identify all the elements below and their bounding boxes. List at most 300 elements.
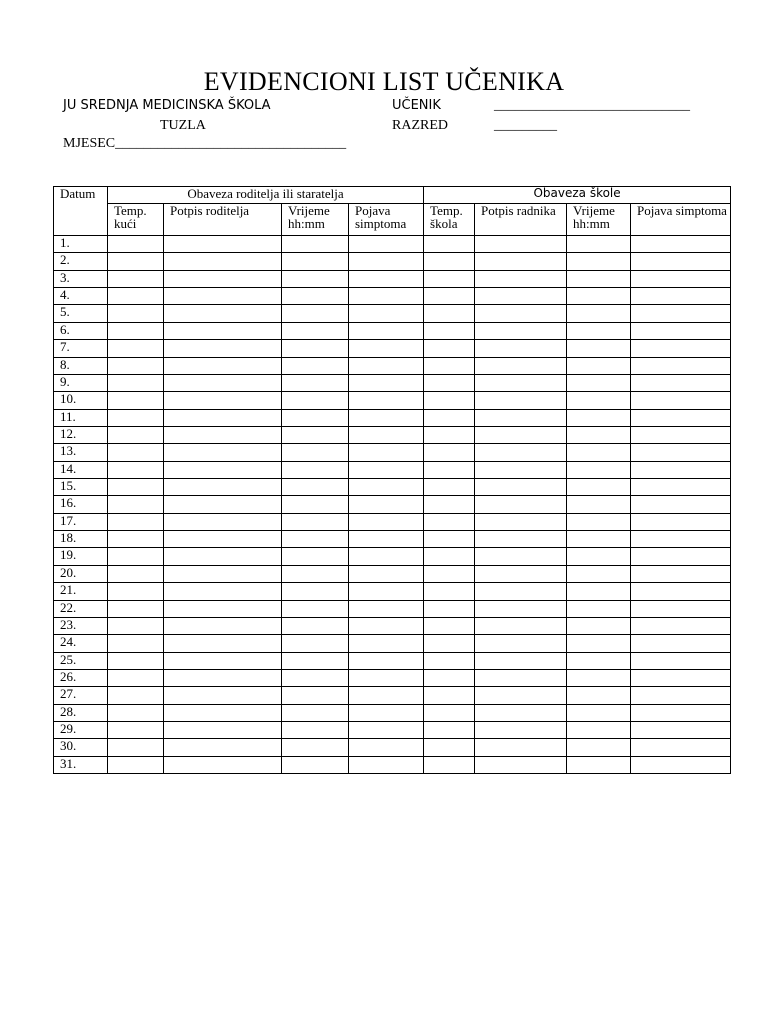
school-signature-cell[interactable] [475, 409, 567, 426]
parent-signature-cell[interactable] [164, 513, 282, 530]
school-time-cell[interactable] [567, 687, 631, 704]
day-number: 28. [54, 704, 108, 721]
day-number: 21. [54, 583, 108, 600]
school-signature-cell[interactable] [475, 722, 567, 739]
school-symptoms-cell[interactable] [631, 652, 731, 669]
school-signature-cell[interactable] [475, 513, 567, 530]
school-temp-cell[interactable] [424, 253, 475, 270]
parent-temp-cell[interactable] [108, 652, 164, 669]
school-symptoms-cell[interactable] [631, 322, 731, 339]
school-signature-cell[interactable] [475, 565, 567, 582]
parent-signature-cell[interactable] [164, 236, 282, 253]
parent-time-cell[interactable] [282, 392, 349, 409]
school-symptoms-header: Pojava simptoma [631, 204, 731, 236]
parent-time-cell[interactable] [282, 270, 349, 287]
school-signature-cell[interactable] [475, 548, 567, 565]
parent-signature-cell[interactable] [164, 340, 282, 357]
parent-signature-cell[interactable] [164, 687, 282, 704]
parent-symptoms-cell[interactable] [349, 583, 424, 600]
parent-symptoms-cell[interactable] [349, 340, 424, 357]
school-temp-cell[interactable] [424, 496, 475, 513]
school-time-cell[interactable] [567, 583, 631, 600]
parent-time-cell[interactable] [282, 374, 349, 391]
school-symptoms-cell[interactable] [631, 531, 731, 548]
school-symptoms-cell[interactable] [631, 374, 731, 391]
school-symptoms-cell[interactable] [631, 756, 731, 773]
parent-symptoms-cell[interactable] [349, 392, 424, 409]
parent-symptoms-cell[interactable] [349, 461, 424, 478]
school-symptoms-cell[interactable] [631, 496, 731, 513]
parent-temp-cell[interactable] [108, 426, 164, 443]
day-number: 26. [54, 669, 108, 686]
school-signature-cell[interactable] [475, 322, 567, 339]
parent-time-cell[interactable] [282, 357, 349, 374]
parent-symptoms-cell[interactable] [349, 739, 424, 756]
day-number: 31. [54, 756, 108, 773]
school-time-cell[interactable] [567, 617, 631, 634]
day-number: 12. [54, 426, 108, 443]
school-signature-cell[interactable] [475, 756, 567, 773]
parent-temp-cell[interactable] [108, 687, 164, 704]
parent-signature-cell[interactable] [164, 583, 282, 600]
parent-temp-cell[interactable] [108, 531, 164, 548]
day-number: 11. [54, 409, 108, 426]
school-temp-cell[interactable] [424, 479, 475, 496]
school-time-cell[interactable] [567, 669, 631, 686]
day-rows [54, 236, 731, 774]
parent-symptoms-cell[interactable] [349, 565, 424, 582]
parent-time-cell[interactable] [282, 253, 349, 270]
parent-signature-cell[interactable] [164, 357, 282, 374]
parent-temp-cell[interactable] [108, 617, 164, 634]
school-temp-cell[interactable] [424, 374, 475, 391]
parent-signature-cell[interactable] [164, 409, 282, 426]
parent-time-cell[interactable] [282, 548, 349, 565]
parent-signature-cell[interactable] [164, 652, 282, 669]
parent-time-cell[interactable] [282, 236, 349, 253]
school-symptoms-cell[interactable] [631, 687, 731, 704]
table-row [54, 548, 731, 565]
table-row [54, 704, 731, 721]
school-signature-cell[interactable] [475, 357, 567, 374]
parent-time-cell[interactable] [282, 722, 349, 739]
school-signature-header: Potpis radnika [475, 204, 567, 236]
school-signature-cell[interactable] [475, 305, 567, 322]
parent-temp-cell[interactable] [108, 496, 164, 513]
school-signature-cell[interactable] [475, 253, 567, 270]
school-signature-cell[interactable] [475, 426, 567, 443]
school-time-cell[interactable] [567, 236, 631, 253]
parent-signature-cell[interactable] [164, 270, 282, 287]
parent-symptoms-header: Pojava simptoma [349, 204, 424, 236]
school-signature-cell[interactable] [475, 669, 567, 686]
parent-time-cell[interactable] [282, 739, 349, 756]
table-row [54, 756, 731, 773]
parent-time-cell[interactable] [282, 565, 349, 582]
parent-symptoms-cell[interactable] [349, 288, 424, 305]
school-time-cell[interactable] [567, 288, 631, 305]
school-signature-cell[interactable] [475, 635, 567, 652]
parent-time-cell[interactable] [282, 461, 349, 478]
table-row [54, 531, 731, 548]
school-symptoms-cell[interactable] [631, 479, 731, 496]
parent-time-cell[interactable] [282, 513, 349, 530]
parent-signature-cell[interactable] [164, 600, 282, 617]
school-time-cell[interactable] [567, 565, 631, 582]
school-temp-cell[interactable] [424, 305, 475, 322]
school-signature-cell[interactable] [475, 600, 567, 617]
school-temp-cell[interactable] [424, 236, 475, 253]
parent-temp-cell[interactable] [108, 583, 164, 600]
parent-symptoms-cell[interactable] [349, 513, 424, 530]
school-time-cell[interactable] [567, 270, 631, 287]
school-symptoms-cell[interactable] [631, 426, 731, 443]
school-time-cell[interactable] [567, 548, 631, 565]
school-symptoms-cell[interactable] [631, 409, 731, 426]
school-temp-cell[interactable] [424, 704, 475, 721]
school-signature-cell[interactable] [475, 652, 567, 669]
school-time-cell[interactable] [567, 374, 631, 391]
day-number: 27. [54, 687, 108, 704]
parent-signature-cell[interactable] [164, 531, 282, 548]
parent-temp-cell[interactable] [108, 461, 164, 478]
school-signature-cell[interactable] [475, 374, 567, 391]
school-symptoms-cell[interactable] [631, 236, 731, 253]
school-temp-cell[interactable] [424, 548, 475, 565]
parent-symptoms-cell[interactable] [349, 617, 424, 634]
parent-time-cell[interactable] [282, 340, 349, 357]
parent-temp-cell[interactable] [108, 444, 164, 461]
parent-time-cell[interactable] [282, 669, 349, 686]
parent-signature-cell[interactable] [164, 288, 282, 305]
school-temp-cell[interactable] [424, 669, 475, 686]
parent-symptoms-cell[interactable] [349, 531, 424, 548]
parent-signature-cell[interactable] [164, 305, 282, 322]
school-signature-cell[interactable] [475, 340, 567, 357]
parent-symptoms-cell[interactable] [349, 444, 424, 461]
student-label: UČENIK [392, 98, 441, 113]
class-label: RAZRED [392, 118, 448, 133]
school-temp-cell[interactable] [424, 426, 475, 443]
parent-time-cell[interactable] [282, 444, 349, 461]
parent-signature-cell[interactable] [164, 479, 282, 496]
school-signature-cell[interactable] [475, 531, 567, 548]
school-time-cell[interactable] [567, 392, 631, 409]
parent-time-cell[interactable] [282, 652, 349, 669]
parent-symptoms-cell[interactable] [349, 722, 424, 739]
table-row [54, 426, 731, 443]
school-time-cell[interactable] [567, 322, 631, 339]
school-symptoms-cell[interactable] [631, 444, 731, 461]
day-number: 16. [54, 496, 108, 513]
parent-signature-cell[interactable] [164, 635, 282, 652]
parent-temp-cell[interactable] [108, 357, 164, 374]
school-signature-cell[interactable] [475, 270, 567, 287]
parent-signature-cell[interactable] [164, 461, 282, 478]
parent-symptoms-cell[interactable] [349, 479, 424, 496]
parent-symptoms-cell[interactable] [349, 305, 424, 322]
parent-time-cell[interactable] [282, 635, 349, 652]
school-temp-cell[interactable] [424, 583, 475, 600]
school-symptoms-cell[interactable] [631, 739, 731, 756]
school-signature-cell[interactable] [475, 687, 567, 704]
parent-signature-cell[interactable] [164, 617, 282, 634]
parent-symptoms-cell[interactable] [349, 270, 424, 287]
day-number: 29. [54, 722, 108, 739]
parent-signature-cell[interactable] [164, 253, 282, 270]
school-temp-cell[interactable] [424, 340, 475, 357]
school-signature-cell[interactable] [475, 496, 567, 513]
parent-symptoms-cell[interactable] [349, 253, 424, 270]
school-symptoms-cell[interactable] [631, 722, 731, 739]
parent-symptoms-cell[interactable] [349, 357, 424, 374]
parent-temp-cell[interactable] [108, 288, 164, 305]
school-symptoms-cell[interactable] [631, 253, 731, 270]
parent-time-cell[interactable] [282, 617, 349, 634]
school-temp-cell[interactable] [424, 444, 475, 461]
table-row [54, 687, 731, 704]
school-temp-cell[interactable] [424, 739, 475, 756]
parent-time-cell[interactable] [282, 288, 349, 305]
school-temp-cell[interactable] [424, 531, 475, 548]
school-time-cell[interactable] [567, 357, 631, 374]
school-temp-cell[interactable] [424, 513, 475, 530]
parent-temp-cell[interactable] [108, 374, 164, 391]
parent-time-cell[interactable] [282, 409, 349, 426]
parent-signature-cell[interactable] [164, 669, 282, 686]
school-time-cell[interactable] [567, 461, 631, 478]
parent-time-cell[interactable] [282, 600, 349, 617]
school-obligation-header: Obaveza škole [424, 187, 731, 204]
school-symptoms-cell[interactable] [631, 392, 731, 409]
parent-signature-cell[interactable] [164, 426, 282, 443]
school-signature-cell[interactable] [475, 704, 567, 721]
day-number: 24. [54, 635, 108, 652]
parent-time-cell[interactable] [282, 426, 349, 443]
day-number: 14. [54, 461, 108, 478]
day-number: 5. [54, 305, 108, 322]
school-symptoms-cell[interactable] [631, 583, 731, 600]
school-symptoms-cell[interactable] [631, 357, 731, 374]
parent-signature-cell[interactable] [164, 322, 282, 339]
school-temp-cell[interactable] [424, 687, 475, 704]
table-row [54, 479, 731, 496]
parent-signature-cell[interactable] [164, 392, 282, 409]
parent-symptoms-cell[interactable] [349, 236, 424, 253]
parent-time-cell[interactable] [282, 756, 349, 773]
parent-signature-cell[interactable] [164, 444, 282, 461]
parent-time-cell[interactable] [282, 479, 349, 496]
parent-temp-cell[interactable] [108, 253, 164, 270]
school-temp-cell[interactable] [424, 409, 475, 426]
school-time-cell[interactable] [567, 253, 631, 270]
day-number: 7. [54, 340, 108, 357]
school-time-cell[interactable] [567, 756, 631, 773]
school-symptoms-cell[interactable] [631, 600, 731, 617]
parent-temp-cell[interactable] [108, 340, 164, 357]
school-temp-cell[interactable] [424, 756, 475, 773]
day-number: 9. [54, 374, 108, 391]
school-time-cell[interactable] [567, 305, 631, 322]
school-symptoms-cell[interactable] [631, 669, 731, 686]
parent-signature-cell[interactable] [164, 374, 282, 391]
parent-symptoms-cell[interactable] [349, 409, 424, 426]
school-temp-cell[interactable] [424, 322, 475, 339]
school-time-cell[interactable] [567, 652, 631, 669]
school-signature-cell[interactable] [475, 461, 567, 478]
school-temp-cell[interactable] [424, 722, 475, 739]
parent-temp-cell[interactable] [108, 635, 164, 652]
school-symptoms-cell[interactable] [631, 288, 731, 305]
school-time-cell[interactable] [567, 479, 631, 496]
school-time-cell[interactable] [567, 722, 631, 739]
document-title: EVIDENCIONI LIST UČENIKA [203, 67, 565, 96]
school-signature-cell[interactable] [475, 739, 567, 756]
table-row [54, 374, 731, 391]
parent-temp-cell[interactable] [108, 548, 164, 565]
parent-signature-cell[interactable] [164, 739, 282, 756]
parent-symptoms-cell[interactable] [349, 704, 424, 721]
parent-signature-cell[interactable] [164, 548, 282, 565]
school-time-cell[interactable] [567, 409, 631, 426]
school-symptoms-cell[interactable] [631, 513, 731, 530]
parent-signature-cell[interactable] [164, 756, 282, 773]
school-symptoms-cell[interactable] [631, 340, 731, 357]
day-number: 2. [54, 253, 108, 270]
parent-time-cell[interactable] [282, 687, 349, 704]
school-time-cell[interactable] [567, 531, 631, 548]
school-temp-cell[interactable] [424, 392, 475, 409]
school-signature-cell[interactable] [475, 288, 567, 305]
school-signature-cell[interactable] [475, 479, 567, 496]
school-symptoms-cell[interactable] [631, 305, 731, 322]
table-row [54, 635, 731, 652]
school-signature-cell[interactable] [475, 236, 567, 253]
school-signature-cell[interactable] [475, 392, 567, 409]
parent-temp-cell[interactable] [108, 270, 164, 287]
school-symptoms-cell[interactable] [631, 704, 731, 721]
parent-time-cell[interactable] [282, 583, 349, 600]
parent-time-cell[interactable] [282, 531, 349, 548]
table-row [54, 583, 731, 600]
day-number: 18. [54, 531, 108, 548]
school-time-cell[interactable] [567, 739, 631, 756]
month-field[interactable]: MJESEC_________________________________ [63, 136, 347, 151]
school-signature-cell[interactable] [475, 583, 567, 600]
parent-symptoms-cell[interactable] [349, 687, 424, 704]
parent-temp-cell[interactable] [108, 756, 164, 773]
parent-temp-cell[interactable] [108, 739, 164, 756]
parent-temp-cell[interactable] [108, 669, 164, 686]
parent-symptoms-cell[interactable] [349, 496, 424, 513]
class-field[interactable]: _________ [494, 118, 557, 133]
parent-symptoms-cell[interactable] [349, 669, 424, 686]
day-number: 4. [54, 288, 108, 305]
school-signature-cell[interactable] [475, 444, 567, 461]
table-row [54, 305, 731, 322]
day-number: 25. [54, 652, 108, 669]
school-symptoms-cell[interactable] [631, 617, 731, 634]
school-temp-header: Temp. škola [424, 204, 475, 236]
school-temp-cell[interactable] [424, 565, 475, 582]
school-temp-cell[interactable] [424, 635, 475, 652]
parent-temp-cell[interactable] [108, 722, 164, 739]
table-row [54, 617, 731, 634]
student-field[interactable]: ____________________________ [494, 98, 690, 113]
school-symptoms-cell[interactable] [631, 565, 731, 582]
parent-signature-cell[interactable] [164, 704, 282, 721]
parent-temp-cell[interactable] [108, 704, 164, 721]
school-time-cell[interactable] [567, 496, 631, 513]
school-city: TUZLA [160, 118, 206, 133]
school-symptoms-cell[interactable] [631, 548, 731, 565]
parent-temp-cell[interactable] [108, 409, 164, 426]
parent-temp-cell[interactable] [108, 392, 164, 409]
school-temp-cell[interactable] [424, 461, 475, 478]
school-time-cell[interactable] [567, 600, 631, 617]
parent-symptoms-cell[interactable] [349, 426, 424, 443]
day-number: 17. [54, 513, 108, 530]
parent-symptoms-cell[interactable] [349, 600, 424, 617]
parent-temp-cell[interactable] [108, 565, 164, 582]
school-time-cell[interactable] [567, 635, 631, 652]
school-temp-cell[interactable] [424, 600, 475, 617]
table-row [54, 565, 731, 582]
parent-temp-cell[interactable] [108, 236, 164, 253]
parent-symptoms-cell[interactable] [349, 322, 424, 339]
parent-symptoms-cell[interactable] [349, 652, 424, 669]
parent-temp-cell[interactable] [108, 305, 164, 322]
table-row [54, 722, 731, 739]
parent-temp-cell[interactable] [108, 322, 164, 339]
school-temp-cell[interactable] [424, 270, 475, 287]
school-time-cell[interactable] [567, 426, 631, 443]
table-row [54, 444, 731, 461]
day-number: 23. [54, 617, 108, 634]
school-temp-cell[interactable] [424, 288, 475, 305]
school-temp-cell[interactable] [424, 652, 475, 669]
parent-signature-cell[interactable] [164, 496, 282, 513]
parent-time-cell[interactable] [282, 305, 349, 322]
school-temp-cell[interactable] [424, 357, 475, 374]
parent-time-cell[interactable] [282, 704, 349, 721]
school-symptoms-cell[interactable] [631, 270, 731, 287]
parent-symptoms-cell[interactable] [349, 548, 424, 565]
parent-temp-cell[interactable] [108, 513, 164, 530]
parent-time-cell[interactable] [282, 322, 349, 339]
parent-signature-cell[interactable] [164, 565, 282, 582]
parent-symptoms-cell[interactable] [349, 635, 424, 652]
school-signature-cell[interactable] [475, 617, 567, 634]
parent-signature-cell[interactable] [164, 722, 282, 739]
school-symptoms-cell[interactable] [631, 635, 731, 652]
school-time-cell[interactable] [567, 444, 631, 461]
parent-temp-cell[interactable] [108, 600, 164, 617]
school-time-cell[interactable] [567, 513, 631, 530]
table-row [54, 669, 731, 686]
day-number: 13. [54, 444, 108, 461]
school-symptoms-cell[interactable] [631, 461, 731, 478]
table-row [54, 600, 731, 617]
school-temp-cell[interactable] [424, 617, 475, 634]
school-time-header: Vrijeme hh:mm [567, 204, 631, 236]
school-time-cell[interactable] [567, 340, 631, 357]
school-time-cell[interactable] [567, 704, 631, 721]
parent-symptoms-cell[interactable] [349, 374, 424, 391]
parent-time-cell[interactable] [282, 496, 349, 513]
parent-temp-cell[interactable] [108, 479, 164, 496]
parent-symptoms-cell[interactable] [349, 756, 424, 773]
